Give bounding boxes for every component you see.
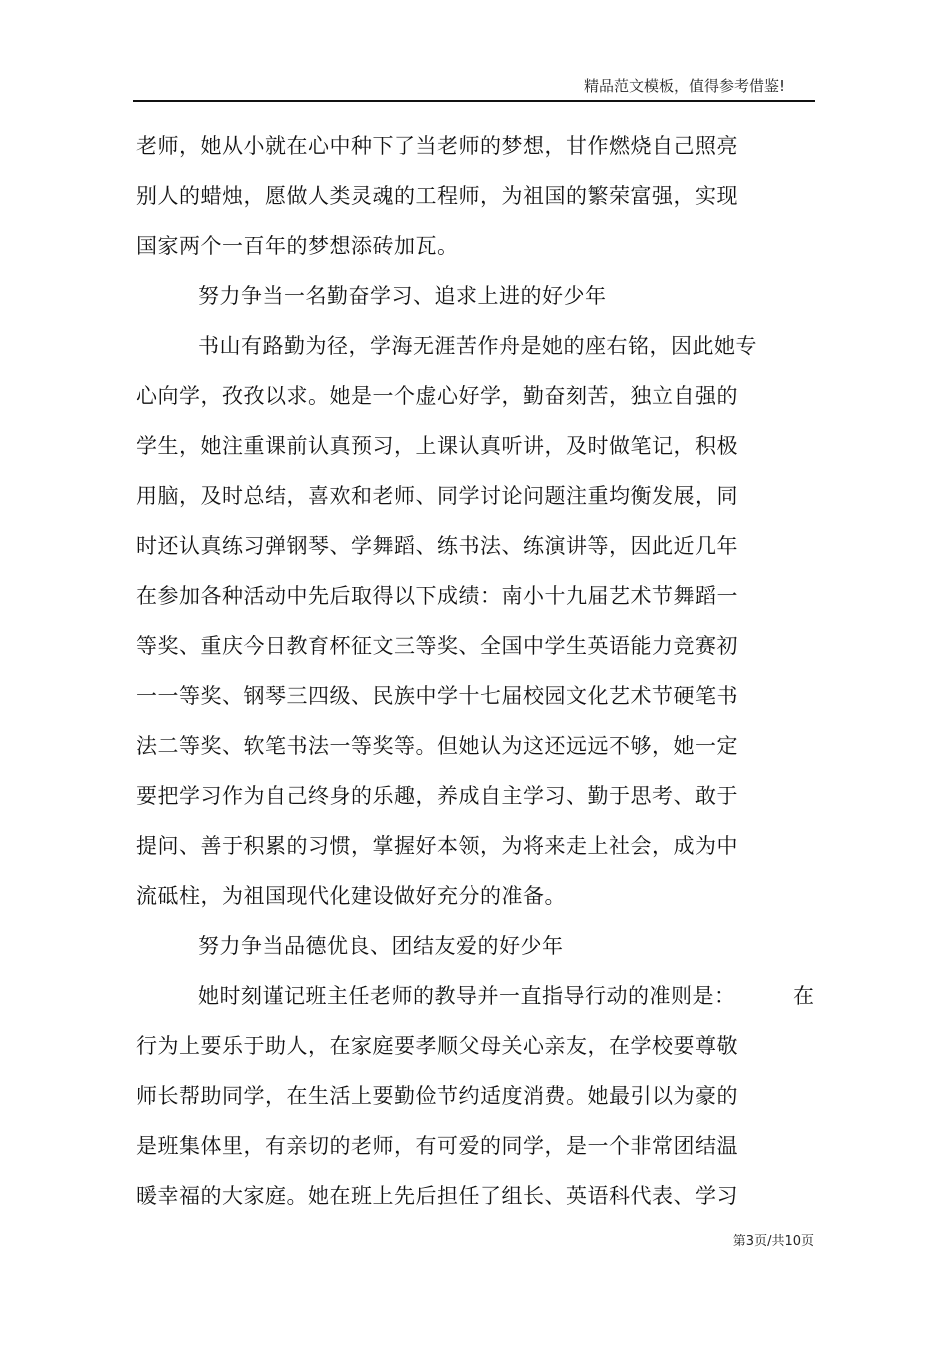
section-heading: 努力争当一名勤奋学习、追求上进的好少年 [198, 284, 607, 308]
text-line: 要把学习作为自己终身的乐趣，养成自主学习、勤于思考、敢于 [136, 784, 738, 808]
text-line: 心向学，孜孜以求。她是一个虚心好学，勤奋刻苦，独立自强的 [136, 384, 738, 408]
text-line: 别人的蜡烛，愿做人类灵魂的工程师，为祖国的繁荣富强，实现 [136, 184, 738, 208]
text-line: 暖幸福的大家庭。她在班上先后担任了组长、英语科代表、学习 [136, 1184, 738, 1208]
text-line: 老师，她从小就在心中种下了当老师的梦想，甘作燃烧自己照亮 [136, 134, 738, 158]
text-line: 行为上要乐于助人，在家庭要孝顺父母关心亲友，在学校要尊敬 [136, 1034, 738, 1058]
text-line: 时还认真练习弹钢琴、学舞蹈、练书法、练演讲等，因此近几年 [136, 534, 738, 558]
text-line: 在参加各种活动中先后取得以下成绩：南小十九届艺术节舞蹈一 [136, 584, 738, 608]
section-heading: 努力争当品德优良、团结友爱的好少年 [198, 934, 564, 958]
text-line: 师长帮助同学，在生活上要勤俭节约适度消费。她最引以为豪的 [136, 1084, 738, 1108]
header-divider [133, 100, 815, 102]
text-line: 流砥柱，为祖国现代化建设做好充分的准备。 [136, 884, 566, 908]
text-line: 等奖、重庆今日教育杯征文三等奖、全国中学生英语能力竞赛初 [136, 634, 738, 658]
text-line: 一一等奖、钢琴三四级、民族中学十七届校园文化艺术节硬笔书 [136, 684, 738, 708]
page-number: 第3页/共10页 [732, 1234, 814, 1249]
text-line: 法二等奖、软笔书法一等奖等。但她认为这还远远不够，她一定 [136, 734, 738, 758]
text-line: 提问、善于积累的习惯，掌握好本领，为将来走上社会，成为中 [136, 834, 738, 858]
text-line-tail: 在 [793, 984, 814, 1008]
paragraph-first-line: 她时刻谨记班主任老师的教导并一直指导行动的准则是： [198, 984, 736, 1008]
paragraph-first-line: 书山有路勤为径，学海无涯苦作舟是她的座右铭，因此她专 [198, 334, 757, 358]
text-line: 国家两个一百年的梦想添砖加瓦。 [136, 234, 459, 258]
text-line: 是班集体里，有亲切的老师，有可爱的同学，是一个非常团结温 [136, 1134, 738, 1158]
text-line: 学生，她注重课前认真预习，上课认真听讲，及时做笔记，积极 [136, 434, 738, 458]
text-line: 用脑，及时总结，喜欢和老师、同学讨论问题注重均衡发展，同 [136, 484, 738, 508]
page-header-text: 精品范文模板，值得参考借鉴! [583, 77, 785, 95]
